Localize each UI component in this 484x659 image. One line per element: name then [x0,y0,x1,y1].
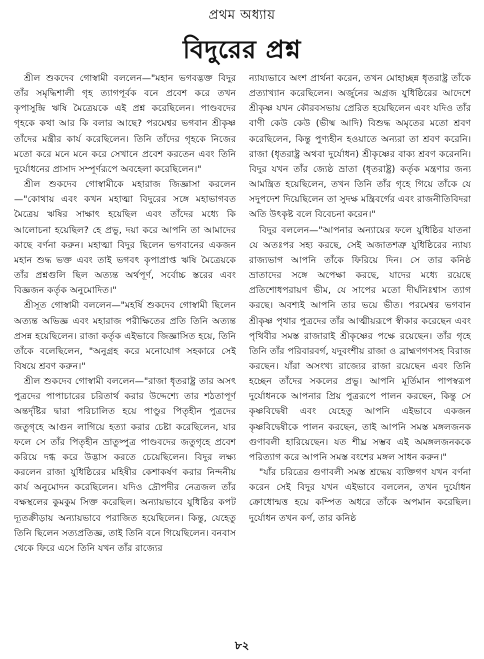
page-number: ৮২ [234,639,250,652]
paragraph: শ্রীল শুকদেব গোস্বামীকে মহারাজ জিজ্ঞাসা করলেন—"কোথায় এবং কখন মহাত্মা বিদুরের সঙ্গে মহাভাগবত মৈত্রেয় ঋষির সাক্ষাৎ হয়েছিল এবং তাঁদের মধ্যে কি আলোচনা হয়েছিল? হে প্রভু, দয়া করে আপনি তা আমাদের কাছে বর্ণনা করুন। মহাত্মা বিদুর ছিলেন ভগবানের একজন মহান শুদ্ধ ভক্ত এবং তাই ভগবৎ কৃপাপ্রাপ্ত ঋষি মৈত্রেয়কে তাঁর প্রশ্নগুলি ছিল অত্যন্ত অর্থপূর্ণ, সর্বোচ্চ স্তরের এবং বিজ্ঞজন কর্তৃক অনুমোদিত।" [14,179,236,297]
paragraph: ন্যায্যভাবে অংশ প্রার্থনা করেন, তখন মোহাচ্ছন্ন ধৃতরাষ্ট্র তাঁকে প্রত্যাখ্যান করেছিলেন। অর্জুনের অগ্রজ যুধিষ্ঠিরের আদেশে শ্রীকৃষ্ণ যখন কৌরবসভায় প্রেরিত হয়েছিলেন এবং যদিও তাঁর বাণী কেউ কেউ (ভীষ্ম আদি) বিশুদ্ধ অমৃতের মতো শ্রবণ করেছিলেন, কিন্তু পুণ্যহীন হওয়াতে অন্যরা তা শ্রবণ করেনি। রাজা (ধৃতরাষ্ট্র অথবা দুর্যোধন) শ্রীকৃষ্ণের বাক্য শ্রবণ করেননি। বিদুর যখন তাঁর জ্যেষ্ঠ ভ্রাতা (ধৃতরাষ্ট্র) কর্তৃক মন্ত্রণার জন্য আমন্ত্রিত হয়েছিলেন, তখন তিনি তাঁর গৃহে গিয়ে তাঁকে যে সদুপদেশ দিয়েছিলেন তা সুদক্ষ মন্ত্রিবর্গের এবং রাজনীতিবিদরা অতি উৎকৃষ্ট বলে বিবেচনা করেন।" [249,73,471,221]
chapter-heading: প্রথম অধ্যায় [208,8,276,23]
right-column [249,71,471,633]
paragraph: শ্রীসূত গোস্বামী বললেন—"মহর্ষি শুকদেব গোস্বামী ছিলেন অত্যন্ত অভিজ্ঞ এবং মহারাজ পরীক্ষিতের প্রতি তিনি অত্যন্ত প্রসন্ন হয়েছিলেন। রাজা কর্তৃক এইভাবে জিজ্ঞাসিত হয়ে, তিনি তাঁকে বলেছিলেন, "অনুগ্রহ করে মনোযোগ সহকারে সেই বিষয়ে শ্রবণ করুন।" [14,300,236,372]
paragraph: "যাঁর চরিত্রের গুণাবলী সমস্ত শ্রদ্ধেয় ব্যক্তিগণ যখন বর্ণনা করেন সেই বিদুর যখন এইভাবে বললেন, তখন দুর্যোধন ক্রোধোন্মত্ত হয়ে কম্পিত অধরে তাঁকে অপমান করেছিল। দুর্যোধন তখন কর্ণ, তার কনিষ্ঠ [249,467,471,524]
paragraph: বিদুর বললেন—"আপনার অন্যায়ের ফলে যুধিষ্ঠির যাতনা যে অতঃপর সহ্য করছে, সেই অজাতশত্রু যুধিষ্ঠিরের ন্যায্য রাজ্যভাগ আপনি তাঁকে ফিরিয়ে দিন। সে তার কনিষ্ঠ ভ্রাতাদের সঙ্গে অপেক্ষা করছে, যাদের মধ্যে রয়েছে প্রতিশোধপরায়ণ ভীম, যে সাপের মতো দীর্ঘনিঃশ্বাস ত্যাগ করছে। অবশ্যই আপনি তার ভয়ে ভীত। পরমেশ্বর ভগবান শ্রীকৃষ্ণ পৃথার পুত্রদের তাঁর আত্মীয়রূপে স্বীকার করেছেন এবং পৃথিবীর সমস্ত রাজারাই শ্রীকৃষ্ণের পক্ষে রয়েছেন। তাঁর গৃহে তিনি তাঁর পরিবারবর্গ, যদুবংশীয় রাজা ও ব্রাহ্মণগণসহ বিরাজ করছেন। যাঁরা অসংখ্য রাজ্যের রাজা রয়েছেন এবং তিনি হচ্ছেন তাঁদের সকলের প্রভু। আপনি মূর্তিমান পাপস্বরূপ দুর্যোধনকে আপনার প্রিয় পুত্ররূপে পালন করছেন, কিন্তু সে কৃষ্ণবিদ্বেষী এবং যেহেতু আপনি এইভাবে একজন কৃষ্ণবিদ্বেষীকে পালন করছেন, তাই আপনি সমস্ত মঙ্গলজনক গুণাবলী হারিয়েছেন। যত শীঘ্র সম্ভব এই অমঙ্গলজনককে পরিত্যাগ করে আপনি সমস্ত বংশের মঙ্গল সাধন করুন।" [249,224,471,463]
left-column [14,71,236,633]
paragraph: শ্রীল শুকদেব গোস্বামী বললেন—"মহান ভগবদ্ভক্ত বিদুর তাঁর সমৃদ্ধিশালী গৃহ ত্যাগপূর্বক বনে প্রবেশ করে তখন কৃপাসুন্দ্রি ঋষি মৈত্রেয়কে এই প্রশ্ন করেছিলেন। পাণ্ডবদের গৃহকে কথা আর কি বলার আছে? পরমেশ্বর ভগবান শ্রীকৃষ্ণ তাঁদের মন্ত্রীর কার্য করেছিলেন। তিনি তাঁদের গৃহকে নিজের মতো করে মনে মনে করে সেখানে প্রবেশ করতেন এবং তিনি দুর্যোধনের প্রাসাদ সম্পূর্ণরূপে অবহেলা করেছিলেন।" [14,73,236,175]
page-title: বিদুরের প্রশ্ন [182,35,302,64]
paragraph: শ্রীল শুকদেব গোস্বামী বললেন—"রাজা ধৃতরাষ্ট্র তার অসৎ পুত্রদের পাপাচারের চরিতার্থ করার উদ্দেশ্যে তার শঠতাপূর্ণ অন্তর্দৃষ্টির দ্বারা পরিচালিত হয়ে পাণ্ডুর পিতৃহীন পুত্রদের জতুগৃহে আগুন লাগিয়ে হত্যা করার চেষ্টা করেছিলেন, যার ফলে সে তাঁর পিতৃহীন ভ্রাতুষ্পুত্র পাণ্ডবদের জতুগৃহে প্রবেশ করিয়ে দগ্ধ করে উদ্ভাস করতে চেয়েছিলেন। বিদুর লক্ষ্য করলেন রাজা যুধিষ্ঠিরের মহিষীর কেশাকর্ষণ করার নিন্দনীয় কার্য অনুমোদন করেছিলেন। যদিও দ্রৌপদীর নেত্রজল তাঁর বক্ষস্থলের কুমকুম সিক্ত করেছিল। অন্যায়ভাবে যুধিষ্ঠির কপট দ্যূতক্রীড়ায় অন্যায়ভাবে পরাজিত হয়েছিলেন। কিন্তু, যেহেতু তিনি ছিলেন সত্যপ্রতিজ্ঞ, তাই তিনি বনে গিয়েছিলেন। বনবাস থেকে ফিরে এসে তিনি যখন তাঁর রাজ্যের [14,376,236,554]
